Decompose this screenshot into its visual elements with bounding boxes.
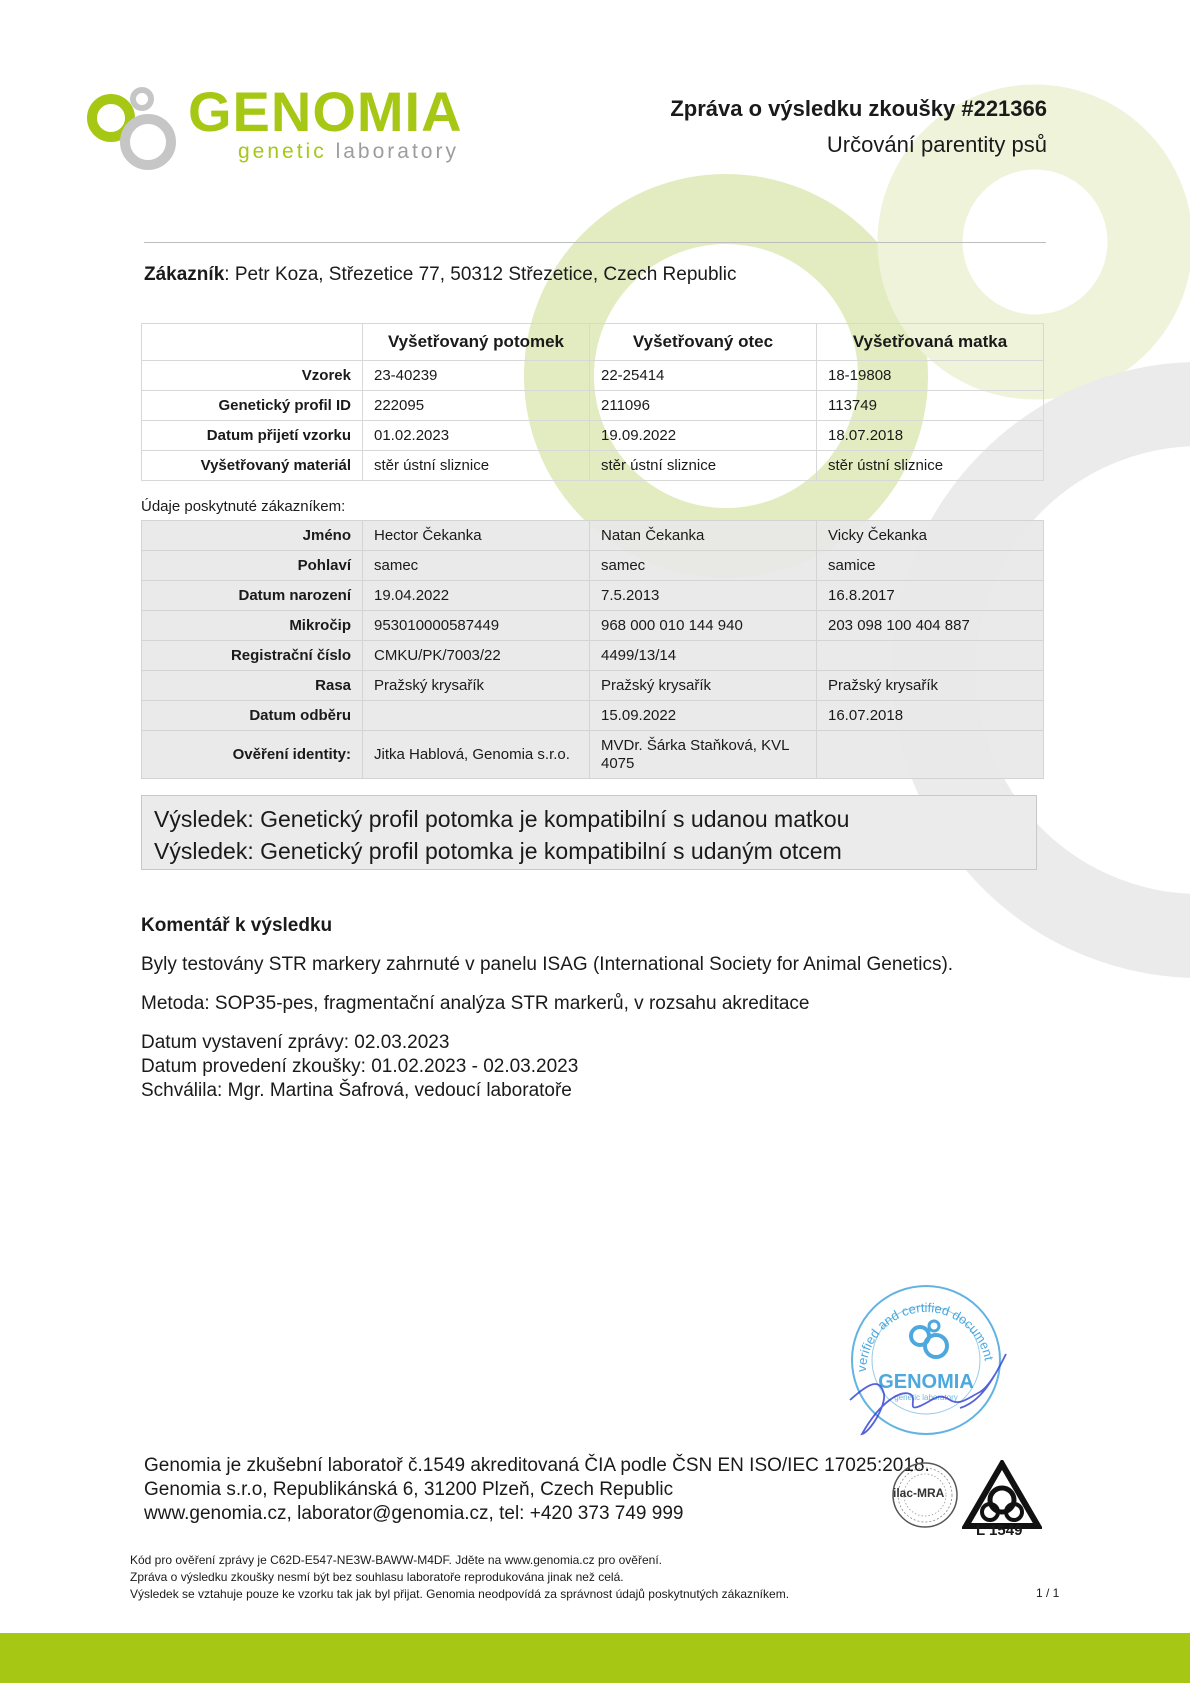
table-cell: CMKU/PK/7003/22 xyxy=(363,641,590,671)
row-label: Datum přijetí vzorku xyxy=(142,421,363,451)
bottom-brand-bar xyxy=(0,1633,1190,1683)
logo-tagline-laboratory: laboratory xyxy=(335,140,459,163)
table-cell: 16.07.2018 xyxy=(817,701,1044,731)
table-cell: 113749 xyxy=(817,391,1044,421)
customer-label: Zákazník xyxy=(144,264,225,285)
row-label: Rasa xyxy=(142,671,363,701)
table-cell: 18.07.2018 xyxy=(817,421,1044,451)
row-label: Genetický profil ID xyxy=(142,391,363,421)
logo-tagline-genetic: genetic xyxy=(238,140,327,163)
table-cell: 01.02.2023 xyxy=(363,421,590,451)
table-cell: stěr ústní sliznice xyxy=(817,451,1044,481)
table-row xyxy=(142,551,1044,581)
result-line: Výsledek: Genetický profil potomka je kompatibilní s udaným otcem xyxy=(154,838,842,864)
certification-stamp xyxy=(840,1282,1012,1440)
table-row xyxy=(142,521,1044,551)
table-cell: 211096 xyxy=(590,391,817,421)
table-cell: 203 098 100 404 887 xyxy=(817,611,1044,641)
footer-line: Genomia je zkušební laboratoř č.1549 akreditovaná ČIA podle ČSN EN ISO/IEC 17025:2018. xyxy=(144,1455,930,1476)
header-divider xyxy=(144,242,1046,243)
table-cell: 16.8.2017 xyxy=(817,581,1044,611)
customer-data-note: Údaje poskytnuté zákazníkem: xyxy=(141,498,346,515)
row-label: Vyšetřovaný materiál xyxy=(142,451,363,481)
accreditation-number: L 1549 xyxy=(976,1522,1023,1539)
table-cell: 953010000587449 xyxy=(363,611,590,641)
footer-accreditation xyxy=(144,1454,930,1526)
comment-markers: Byly testovány STR markery zahrnuté v panelu ISAG (International Society for Animal Genetics). xyxy=(141,954,954,975)
small-print-line: Výsledek se vztahuje pouze ke vzorku tak jak byl přijat. Genomia neodpovídá za správnost údajů poskytnutých zákazníkem. xyxy=(130,1587,790,1601)
table-cell: Hector Čekanka xyxy=(363,521,590,551)
stamp-name: GENOMIA xyxy=(878,1371,974,1393)
table-cell: stěr ústní sliznice xyxy=(590,451,817,481)
table-row xyxy=(142,391,1044,421)
table-cell: 18-19808 xyxy=(817,361,1044,391)
row-label: Registrační číslo xyxy=(142,641,363,671)
approved-by: Schválila: Mgr. Martina Šafrová, vedoucí laboratoře xyxy=(141,1080,572,1101)
stamp-ring-text: verified and certified document xyxy=(853,1299,997,1373)
footer-line: www.genomia.cz, laborator@genomia.cz, tel: +420 373 749 999 xyxy=(144,1503,684,1524)
table-cell xyxy=(817,641,1044,671)
footer-line: Genomia s.r.o, Republikánská 6, 31200 Plzeň, Czech Republic xyxy=(144,1479,674,1500)
row-label: Datum narození xyxy=(142,581,363,611)
issue-date: Datum vystavení zprávy: 02.03.2023 xyxy=(141,1032,450,1053)
test-date: Datum provedení zkoušky: 01.02.2023 - 02.03.2023 xyxy=(141,1056,579,1077)
table-row xyxy=(142,641,1044,671)
comment-heading: Komentář k výsledku xyxy=(141,915,333,936)
comment-method: Metoda: SOP35-pes, fragmentační analýza STR markerů, v rozsahu akreditace xyxy=(141,993,810,1014)
logo-tagline xyxy=(238,140,459,164)
row-label: Datum odběru xyxy=(142,701,363,731)
genomia-logo xyxy=(84,80,504,184)
result-box xyxy=(141,795,1037,870)
row-label: Mikročip xyxy=(142,611,363,641)
logo-wordmark: GENOMIA xyxy=(188,80,463,143)
table-cell: 23-40239 xyxy=(363,361,590,391)
table-cell: MVDr. Šárka Staňková, KVL 4075 xyxy=(590,731,817,779)
column-header xyxy=(142,324,363,361)
table-cell: 19.04.2022 xyxy=(363,581,590,611)
small-print-line: Kód pro ověření zprávy je C62D-E547-NE3W-BAWW-M4DF. Jděte na www.genomia.cz pro ověření. xyxy=(130,1553,662,1567)
table-cell: 4499/13/14 xyxy=(590,641,817,671)
column-header: Vyšetřovaný potomek xyxy=(363,324,590,361)
result-line: Výsledek: Genetický profil potomka je kompatibilní s udanou matkou xyxy=(154,806,850,832)
column-header: Vyšetřovaná matka xyxy=(817,324,1044,361)
table-cell: Pražský krysařík xyxy=(817,671,1044,701)
sample-table-header xyxy=(142,324,1044,361)
table-row xyxy=(142,451,1044,481)
table-cell: 222095 xyxy=(363,391,590,421)
table-cell: Pražský krysařík xyxy=(363,671,590,701)
customer-data-table xyxy=(141,520,1044,779)
table-cell: Natan Čekanka xyxy=(590,521,817,551)
small-print xyxy=(130,1552,789,1603)
row-label: Pohlaví xyxy=(142,551,363,581)
report-dates xyxy=(141,1031,578,1103)
table-row xyxy=(142,701,1044,731)
row-label: Ověření identity: xyxy=(142,731,363,779)
report-subtitle: Určování parentity psů xyxy=(826,132,1047,157)
small-print-line: Zpráva o výsledku zkoušky nesmí být bez souhlasu laboratoře reprodukována jinak než celá. xyxy=(130,1570,624,1584)
table-row xyxy=(142,581,1044,611)
table-cell: Pražský krysařík xyxy=(590,671,817,701)
table-row xyxy=(142,671,1044,701)
table-cell: 7.5.2013 xyxy=(590,581,817,611)
report-header xyxy=(547,94,1047,160)
table-cell: 22-25414 xyxy=(590,361,817,391)
table-row xyxy=(142,421,1044,451)
stamp-logo-icon xyxy=(911,1321,947,1357)
table-cell: samec xyxy=(363,551,590,581)
table-cell: 19.09.2022 xyxy=(590,421,817,451)
logo-circles-icon xyxy=(84,84,194,184)
page-number: 1 / 1 xyxy=(1036,1586,1060,1600)
row-label: Jméno xyxy=(142,521,363,551)
table-cell xyxy=(363,701,590,731)
table-cell: samec xyxy=(590,551,817,581)
table-cell: samice xyxy=(817,551,1044,581)
table-cell: 968 000 010 144 940 xyxy=(590,611,817,641)
table-row xyxy=(142,731,1044,779)
row-label: Vzorek xyxy=(142,361,363,391)
report-title: Zpráva o výsledku zkoušky #221366 xyxy=(670,96,1047,121)
column-header: Vyšetřovaný otec xyxy=(590,324,817,361)
table-cell xyxy=(817,731,1044,779)
table-row xyxy=(142,361,1044,391)
customer-line xyxy=(144,264,736,286)
table-row xyxy=(142,611,1044,641)
ilac-mra-label: ilac-MRA xyxy=(893,1486,945,1500)
table-cell: Vicky Čekanka xyxy=(817,521,1044,551)
customer-value: : Petr Koza, Střezetice 77, 50312 Střezetice, Czech Republic xyxy=(224,264,737,285)
table-cell: Jitka Hablová, Genomia s.r.o. xyxy=(363,731,590,779)
stamp-sub: genetic laboratory xyxy=(894,1393,958,1402)
table-cell: stěr ústní sliznice xyxy=(363,451,590,481)
table-cell: 15.09.2022 xyxy=(590,701,817,731)
sample-table xyxy=(141,323,1044,481)
